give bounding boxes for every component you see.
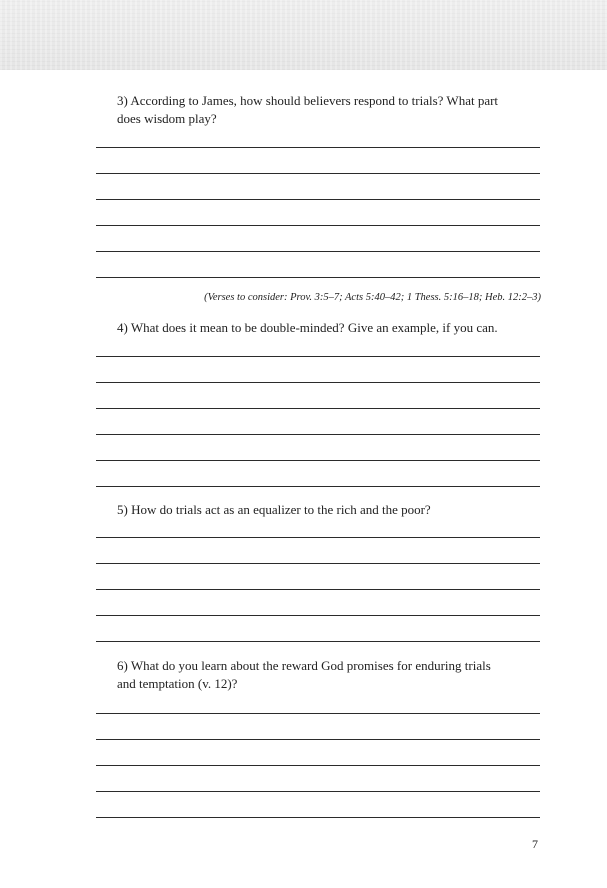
answer-line-q6-1[interactable] xyxy=(96,713,540,714)
answer-line-q5-1[interactable] xyxy=(96,537,540,538)
question-5-number: 5) xyxy=(117,502,128,517)
question-3 xyxy=(117,92,537,128)
answer-line-q4-3[interactable] xyxy=(96,408,540,409)
question-6-number: 6) xyxy=(117,658,128,673)
header-texture-band xyxy=(0,0,607,70)
answer-line-q5-2[interactable] xyxy=(96,563,540,564)
answer-line-q6-5[interactable] xyxy=(96,817,540,818)
question-4-text-line-1: What does it mean to be double-minded? Give an example, if you can. xyxy=(130,320,498,335)
answer-line-q3-6[interactable] xyxy=(96,277,540,278)
answer-line-q4-6[interactable] xyxy=(96,486,540,487)
verses-reference-note: (Verses to consider: Prov. 3:5–7; Acts 5:40–42; 1 Thess. 5:16–18; Heb. 12:2–3) xyxy=(204,292,541,303)
question-5 xyxy=(117,501,537,519)
answer-line-q3-2[interactable] xyxy=(96,173,540,174)
answer-line-q6-3[interactable] xyxy=(96,765,540,766)
question-4-number: 4) xyxy=(117,320,128,335)
answer-line-q6-2[interactable] xyxy=(96,739,540,740)
answer-line-q4-5[interactable] xyxy=(96,460,540,461)
question-6-text-line-1: What do you learn about the reward God promises for enduring trials xyxy=(130,658,491,673)
answer-line-q3-1[interactable] xyxy=(96,147,540,148)
page-number: 7 xyxy=(532,837,538,851)
question-6-text-line-2: and temptation (v. 12)? xyxy=(117,676,238,691)
question-6 xyxy=(117,657,537,693)
answer-line-q3-5[interactable] xyxy=(96,251,540,252)
answer-line-q6-4[interactable] xyxy=(96,791,540,792)
question-4 xyxy=(117,319,537,337)
answer-line-q4-1[interactable] xyxy=(96,356,540,357)
answer-line-q5-3[interactable] xyxy=(96,589,540,590)
answer-line-q5-5[interactable] xyxy=(96,641,540,642)
answer-line-q3-4[interactable] xyxy=(96,225,540,226)
answer-line-q5-4[interactable] xyxy=(96,615,540,616)
answer-line-q3-3[interactable] xyxy=(96,199,540,200)
answer-line-q4-2[interactable] xyxy=(96,382,540,383)
question-5-text-line-1: How do trials act as an equalizer to the rich and the poor? xyxy=(131,502,431,517)
question-3-number: 3) xyxy=(117,93,128,108)
question-3-text-line-1: According to James, how should believers respond to trials? What part xyxy=(130,93,499,108)
answer-line-q4-4[interactable] xyxy=(96,434,540,435)
question-3-text-line-2: does wisdom play? xyxy=(117,111,217,126)
